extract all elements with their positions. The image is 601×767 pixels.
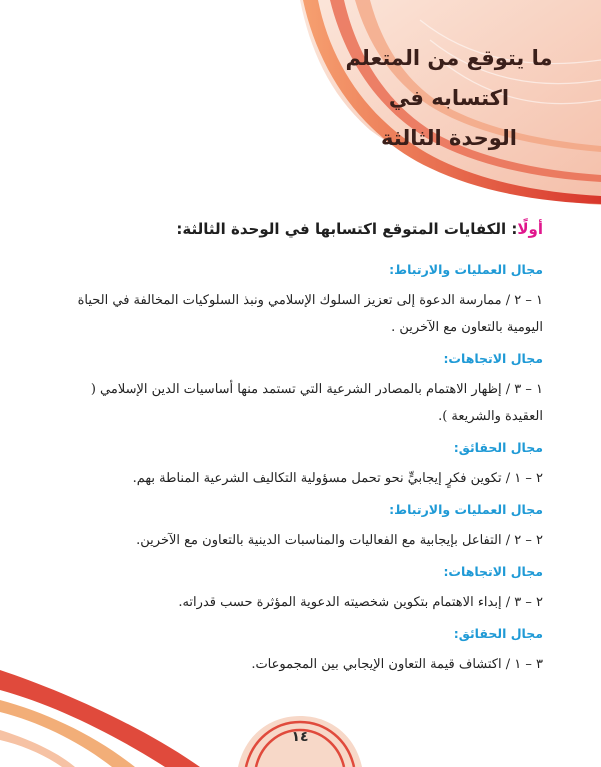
competency-block (52, 440, 543, 492)
competency-code: ١ – ٢ / (505, 293, 543, 308)
competency-item (52, 465, 543, 492)
competency-block (52, 262, 543, 341)
competency-code: ٢ – ٢ / (505, 533, 543, 548)
competency-code: ٢ – ١ / (505, 471, 543, 486)
competency-block (52, 564, 543, 616)
section-heading (52, 220, 543, 238)
domain-heading: مجال الحقائق: (453, 626, 543, 641)
competency-text: اكتشاف قيمة التعاون الإيجابي بين المجموعات. (251, 657, 502, 672)
section-heading-ordinal: أولًا (517, 220, 543, 238)
competency-code: ٢ – ٣ / (505, 595, 543, 610)
competency-item (52, 589, 543, 616)
unit-title-line-1: ما يتوقع من المتعلم (345, 46, 553, 70)
competency-code: ٣ – ١ / (505, 657, 543, 672)
page-number: ١٤ (291, 729, 309, 745)
unit-title-line-3: الوحدة الثالثة (381, 126, 517, 150)
competency-item (52, 376, 543, 430)
domain-heading: مجال الاتجاهات: (443, 351, 543, 366)
section-heading-text: : الكفايات المتوقع اكتسابها في الوحدة الثالثة: (176, 220, 518, 238)
competency-text: إبداء الاهتمام بتكوين شخصيته الدعوية المؤثرة حسب قدراته. (178, 595, 502, 610)
competency-item (52, 527, 543, 554)
competency-text: ممارسة الدعوة إلى تعزيز السلوك الإسلامي ونبذ السلوكيات المخالفة في الحياة اليومية بالتعاون مع الآخرين . (77, 293, 543, 335)
competency-item (52, 287, 543, 341)
domain-heading: مجال العمليات والارتباط: (389, 262, 543, 277)
competency-item (52, 651, 543, 678)
unit-title (339, 38, 559, 158)
domain-heading: مجال العمليات والارتباط: (389, 502, 543, 517)
competency-text: تكوين فكرٍ إيجابيٍّ نحو تحمل مسؤولية التكاليف الشرعية المناطة بهم. (132, 471, 502, 486)
domain-heading: مجال الاتجاهات: (443, 564, 543, 579)
domain-heading: مجال الحقائق: (453, 440, 543, 455)
competency-code: ١ – ٣ / (505, 382, 543, 397)
competencies-content (52, 220, 543, 688)
competency-block (52, 351, 543, 430)
competency-text: التفاعل بإيجابية مع الفعاليات والمناسبات الدينية بالتعاون مع الآخرين. (136, 533, 502, 548)
unit-title-line-2: اكتسابه في (388, 86, 510, 110)
competency-block (52, 626, 543, 678)
competency-text: إظهار الاهتمام بالمصادر الشرعية التي تستمد منها أساسيات الدين الإسلامي ( العقيدة والشريعة ). (90, 382, 543, 424)
competency-block (52, 502, 543, 554)
